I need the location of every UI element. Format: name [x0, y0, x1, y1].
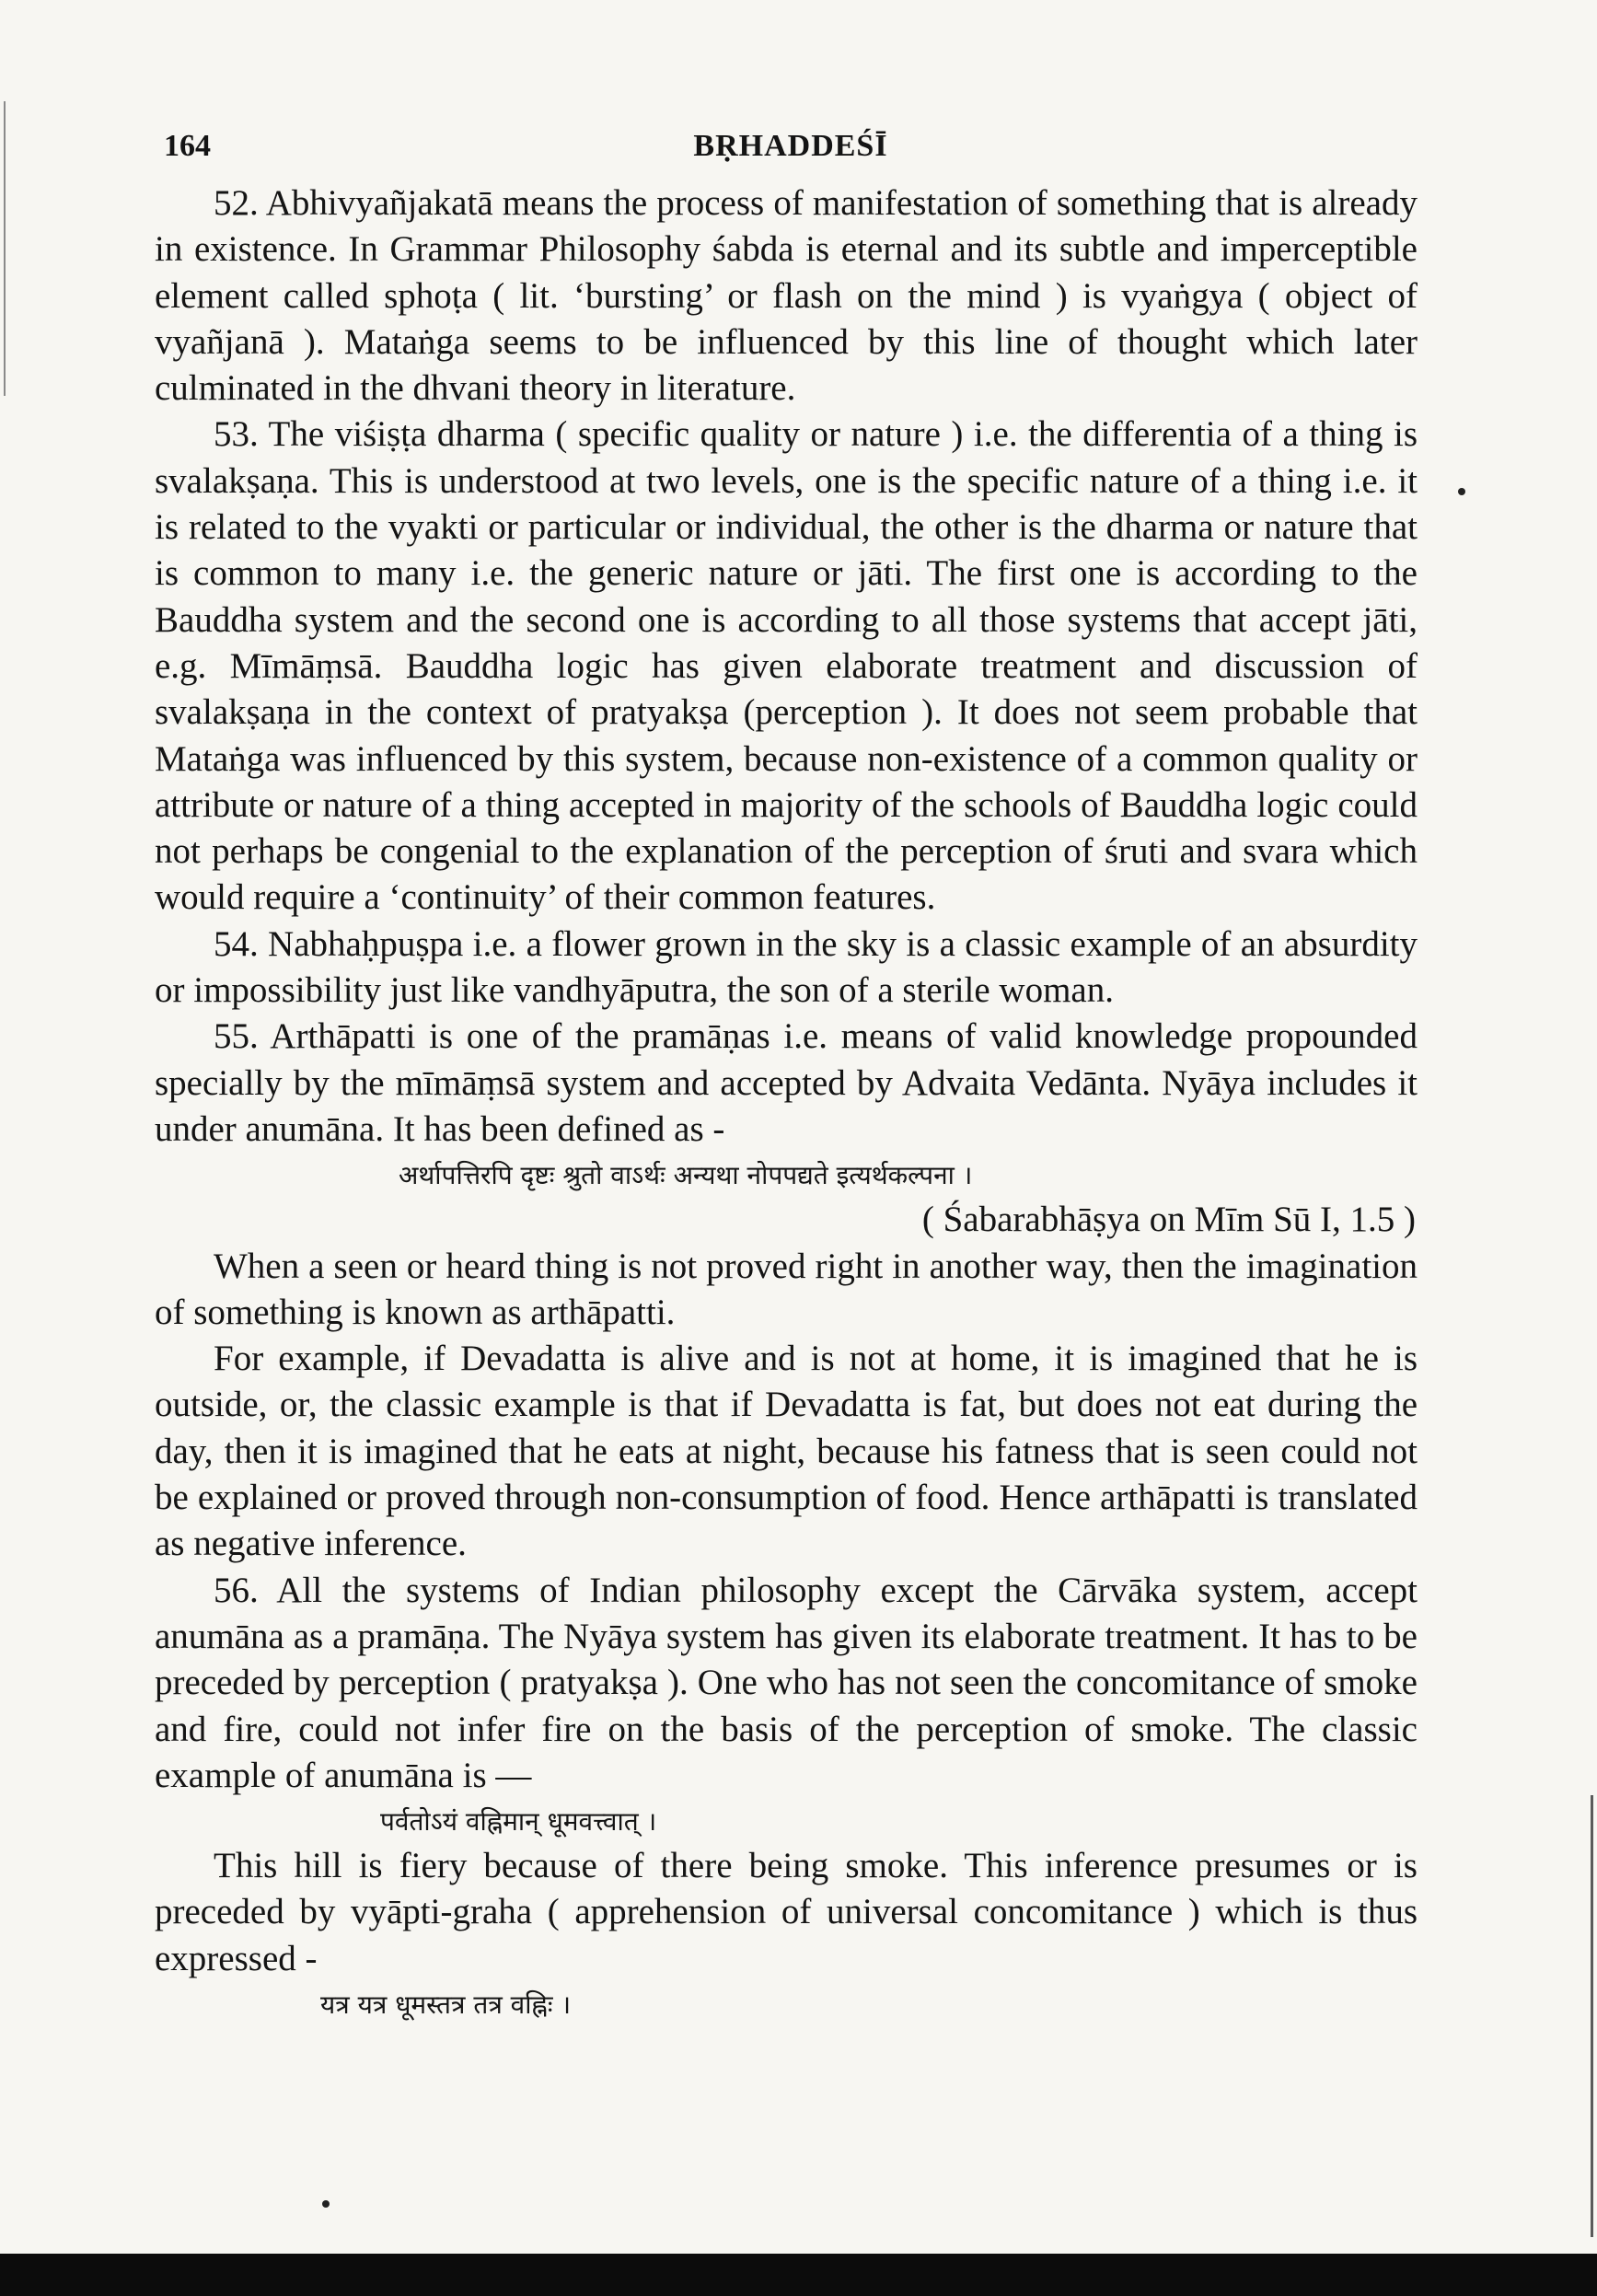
note-56-explanation: This hill is fiery because of there being smoke. This inference presumes or is preceded by vyāpti-graha ( apprehension of universal concomitance ) which is thus expressed - [155, 1846, 1418, 1978]
citation: ( Śabarabhāṣya on Mīm Sū I, 1.5 ) [921, 1200, 1416, 1240]
sanskrit-verse: अर्थापत्तिरपि दृष्टः श्रुतो वाऽर्थः अन्यथा नोपपद्यते इत्यर्थकल्पना । [399, 1160, 973, 1191]
note-55: 55. Arthāpatti is one of the pramāṇas i.e. means of valid knowledge propounded specially by the mīmāṃsā system and accepted by Advaita Vedānta. Nyāya includes it under anumāna. It has been defined as - [155, 1016, 1418, 1149]
page-body [155, 180, 1418, 2026]
note-56: 56. All the systems of Indian philosophy except the Cārvāka system, accept anumāna as a pramāṇa. The Nyāya system has given its elaborate treatment. It has to be preceded by perception ( pratyakṣa ). One who has not seen the concomitance of smoke and fire, could not infer fire on the basis of the perception of smoke. The classic example of anumāna is — [155, 1570, 1418, 1795]
page-header [164, 129, 1418, 175]
running-title: BṚHADDEŚĪ [693, 129, 888, 163]
sanskrit-verse: यत्र यत्र धूमस्तत्र तत्र वह्निः । [320, 1989, 572, 2020]
note-55-explanation: When a seen or heard thing is not proved right in another way, then the imagination of something is known as arthāpatti. [155, 1246, 1418, 1332]
note-53: 53. The viśiṣṭa dharma ( specific quality or nature ) i.e. the differentia of a thing is svalakṣaṇa. This is understood at two levels, one is the specific nature of a thing i.e. it is related to the vyakti or particular or individual, the other is the dharma or nature that is common to many i.e. the generic nature or jāti. The first one is according to the Bauddha system and the second one is according to all those systems that accept jāti, e.g. Mīmāṃsā. Bauddha logic has given elaborate treatment and discussion of svalakṣaṇa in the context of pratyakṣa (perception ). It does not seem probable that Mataṅga was influenced by this system, because non-existence of a common quality or attribute or nature of a thing accepted in majority of the schools of Bauddha logic could not perhaps be congenial to the explanation of the perception of śruti and svara which would require a ‘continuity’ of their common features. [155, 414, 1418, 918]
scan-footer-bar [0, 2254, 1597, 2296]
scan-speck [1458, 488, 1465, 495]
sanskrit-verse: पर्वतोऽयं वह्निमान् धूमवत्त्वात् । [380, 1806, 657, 1838]
scan-margin-line [4, 101, 6, 396]
scan-speck [322, 2200, 330, 2208]
note-54: 54. Nabhaḥpuṣpa i.e. a flower grown in the sky is a classic example of an absurdity or impossibility just like vandhyāputra, the son of a sterile woman. [155, 923, 1418, 1011]
note-52: 52. Abhivyañjakatā means the process of manifestation of something that is already in existence. In Grammar Philosophy śabda is eternal and its subtle and imperceptible element called sphoṭa ( lit. ‘bursting’ or flash on the mind ) is vyaṅgya ( object of vyañjanā ). Mataṅga seems to be influenced by this line of thought which later culminated in the dhvani theory in literature. [155, 183, 1418, 409]
scan-margin-line-right [1591, 1795, 1593, 2237]
note-55-example: For example, if Devadatta is alive and is not at home, it is imagined that he is outside, or, the classic example is that if Devadatta is fat, but does not eat during the day, then it is imagined that he eats at night, because his fatness that is seen could not be explained or proved through non-consumption of food. Hence arthāpatti is translated as negative inference. [155, 1339, 1418, 1564]
page-number: 164 [164, 129, 211, 163]
